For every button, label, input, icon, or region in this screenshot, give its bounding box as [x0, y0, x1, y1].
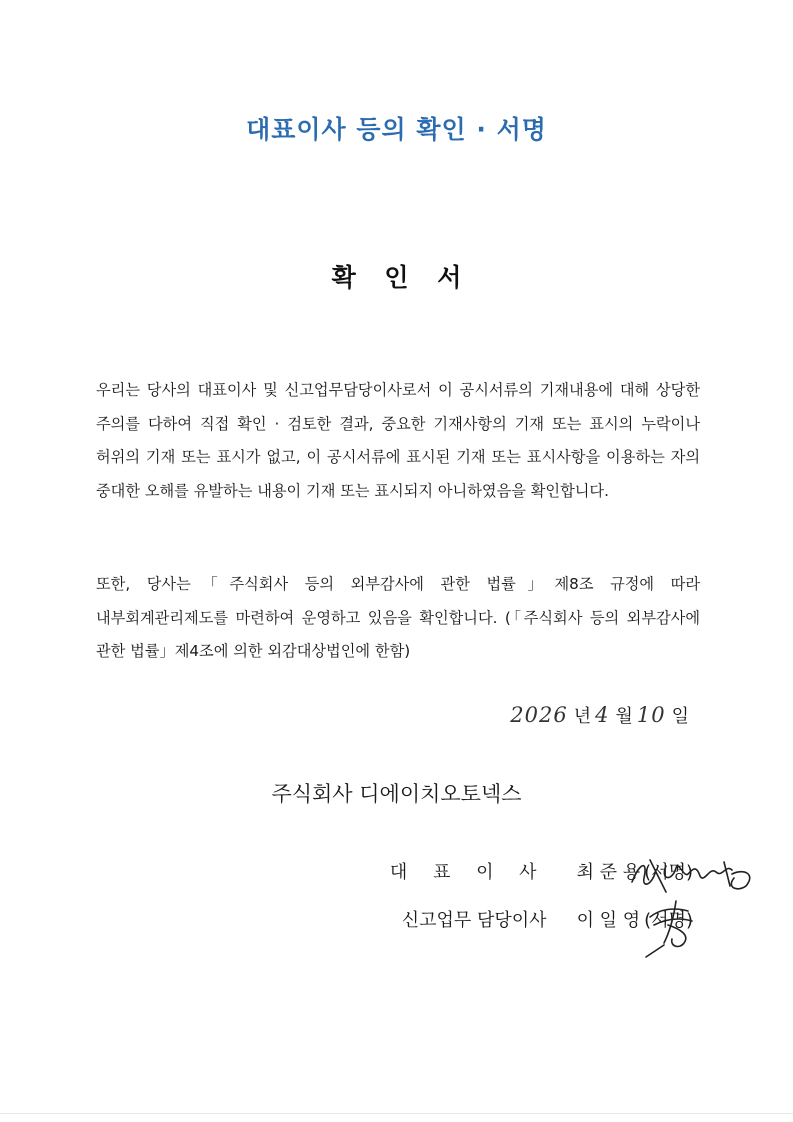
officer-signature-row — [402, 906, 693, 932]
date-day: 10 — [636, 703, 666, 727]
date-day-label: 일 — [671, 706, 689, 727]
date-month-label: 월 — [615, 706, 633, 727]
internal-control-paragraph: 또한, 당사는「주식회사 등의 외부감사에 관한 법률」제8조 규정에 따라 내부회계관리제도를 마련하여 운영하고 있음을 확인합니다. (「주식회사 등의 외부감사에 관한 법률」제4조에 의한 외감대상법인에 한함) — [96, 575, 700, 660]
document-heading: 확 인 서 — [331, 263, 462, 292]
company-name: 주식회사 디에이치오토넥스 — [271, 782, 522, 806]
ceo-name: 최 준 용 — [576, 862, 641, 883]
confirmation-paragraph: 우리는 당사의 대표이사 및 신고업무담당이사로서 이 공시서류의 기재내용에 대해 상당한 주의를 다하여 직접 확인 · 검토한 결과, 중요한 기재사항의 기재 또는 표시의 누락이나 허위의 기재 또는 표시가 없고, 이 공시서류에 표시된 기재 또는 표시사항을 이용하는 자의 중대한 오해를 유발하는 내용이 기재 또는 표시되지 아니하였음을 확인합니다. — [96, 381, 700, 500]
officer-name: 이 일 영 — [576, 910, 641, 931]
page-title: 대표이사 등의 확인 · 서명 — [246, 115, 547, 144]
ceo-sign-mark: (서명) — [644, 862, 693, 883]
officer-role: 신고업무 담당이사 — [401, 910, 547, 931]
page-bottom-edge — [0, 1113, 793, 1114]
ceo-signature-row — [390, 858, 693, 884]
date-year: 2026 — [510, 703, 568, 727]
date-month: 4 — [595, 703, 610, 727]
date-year-label: 년 — [573, 706, 592, 727]
officer-sign-mark: (서명) — [644, 910, 693, 931]
ceo-role: 대 표 이 사 — [389, 862, 547, 883]
date-line — [506, 702, 689, 728]
